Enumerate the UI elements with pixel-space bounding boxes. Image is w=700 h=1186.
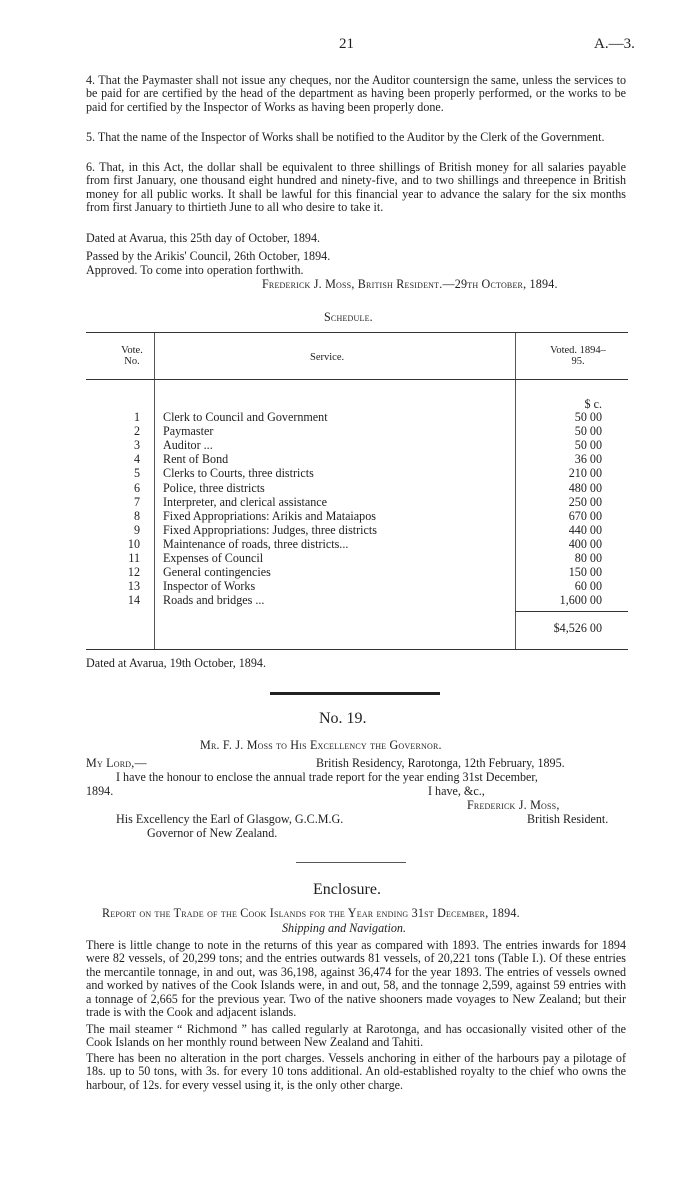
schedule-col-vote-header: Vote. No.	[121, 345, 143, 367]
schedule-header-rule	[86, 379, 628, 380]
report-paragraph-2: The mail steamer “ Richmond ” has called regularly at Rarotonga, and has occasionally visited other of the Cook Islands on her monthly round between New Zealand and Tahiti.	[86, 1022, 626, 1050]
schedule-divider-left	[154, 333, 155, 649]
schedule-total-rule	[515, 611, 628, 612]
schedule-amount: 440 00	[568, 523, 602, 537]
schedule-service: Interpreter, and clerical assistance	[163, 495, 328, 509]
schedule-amount: 150 00	[568, 565, 602, 579]
act-dated-line: Dated at Avarua, this 25th day of October, 1894.	[86, 231, 321, 245]
report-heading: Report on the Trade of the Cook Islands for the Year ending 31st December, 1894.	[102, 906, 520, 920]
letter-heading: Mr. F. J. Moss to His Excellency the Governor.	[200, 738, 442, 752]
schedule-service: Rent of Bond	[163, 452, 229, 466]
schedule-amount: 1,600 00	[559, 593, 602, 607]
letter-body-year: 1894.	[86, 784, 114, 798]
act-passed-line: Passed by the Arikis' Council, 26th October, 1894.	[86, 249, 331, 263]
schedule-amount: 50 00	[574, 438, 602, 452]
schedule-service: General contingencies	[163, 565, 271, 579]
schedule-vote-number: 8	[133, 509, 140, 523]
schedule-service: Roads and bridges ...	[163, 593, 265, 607]
letter-signature-name: Frederick J. Moss,	[467, 798, 560, 812]
letter-salutation: My Lord,—	[86, 756, 147, 770]
letter-signature-title: British Resident.	[527, 812, 609, 826]
clause-5: 5. That the name of the Inspector of Works shall be notified to the Auditor by the Clerk of the Government.	[86, 130, 605, 144]
schedule-amount: 400 00	[568, 537, 602, 551]
schedule-service: Expenses of Council	[163, 551, 264, 565]
section-separator	[270, 692, 440, 695]
enclosure-title: Enclosure.	[313, 881, 381, 898]
schedule-amount: 36 00	[574, 452, 602, 466]
clause-4: 4. That the Paymaster shall not issue any cheques, nor the Auditor countersign the same, unless the services to be paid for are certified by the head of the department as having been properly performed, or the works to be paid for certified by the Inspector of Works as having been properly done.	[86, 73, 626, 114]
act-approved-line: Approved. To come into operation forthwith.	[86, 263, 304, 277]
schedule-service: Auditor ...	[163, 438, 213, 452]
report-paragraph-1: There is little change to note in the returns of this year as compared with 1893. The entries inwards for 1894 were 82 vessels, of 20,299 tons; and the entries outwards 81 vessels, of 20,221 tons (Table I.). Of these entries the mercantile tonnage, in and out, was 36,198, against 36,474 for the year 1893. The entries of vessels owned and worked by natives of the Cook Islands were, in and out, 58, and the tonnage 2,599, against 59 entries with a tonnage of 2,665 for the previous year. Two of the native shooners made voyages to New Zealand; but their trade is with the Cook and adjacent islands.	[86, 938, 626, 1020]
report-subheading: Shipping and Navigation.	[282, 921, 406, 935]
schedule-service: Inspector of Works	[163, 579, 256, 593]
schedule-vote-number: 3	[133, 438, 140, 452]
schedule-vote-number: 2	[133, 424, 140, 438]
schedule-service: Fixed Appropriations: Arikis and Mataiapos	[163, 509, 376, 523]
schedule-vote-number: 13	[127, 579, 140, 593]
schedule-col-voted-header: Voted. 1894–95.	[550, 345, 606, 367]
schedule-amount: 210 00	[568, 466, 602, 480]
schedule-service: Fixed Appropriations: Judges, three districts	[163, 523, 377, 537]
schedule-service: Police, three districts	[163, 481, 265, 495]
schedule-dated-line: Dated at Avarua, 19th October, 1894.	[86, 656, 266, 670]
schedule-bottom-rule	[86, 649, 628, 650]
schedule-vote-number: 12	[127, 565, 140, 579]
letter-closing: I have, &c.,	[428, 784, 485, 798]
schedule-service: Clerk to Council and Government	[163, 410, 328, 424]
schedule-amount: 50 00	[574, 424, 602, 438]
schedule-amount: 670 00	[568, 509, 602, 523]
letter-addressee-line-2: Governor of New Zealand.	[147, 826, 278, 840]
schedule-amount: 80 00	[574, 551, 602, 565]
schedule-vote-number: 7	[133, 495, 140, 509]
schedule-vote-number: 9	[133, 523, 140, 537]
schedule-col-service-header: Service.	[310, 352, 345, 363]
page-number: 21	[339, 36, 354, 52]
letter-body: I have the honour to enclose the annual trade report for the year ending 31st December,	[116, 770, 538, 784]
schedule-vote-number: 11	[128, 551, 140, 565]
schedule-vote-number: 10	[127, 537, 140, 551]
document-reference: A.—3.	[594, 36, 635, 52]
schedule-service: Maintenance of roads, three districts...	[163, 537, 349, 551]
schedule-amount: 60 00	[574, 579, 602, 593]
schedule-total: $4,526 00	[553, 621, 602, 635]
clause-6: 6. That, in this Act, the dollar shall be equivalent to three shillings of British money for all salaries payable from first January, one thousand eight hundred and ninety-five, and to two shillings and threepence in British money for all public works. It shall be lawful for this financial year to advance the salary for the six months from first January to thirtieth June to all who desire to take it.	[86, 160, 626, 215]
schedule-vote-number: 4	[133, 452, 140, 466]
schedule-amount: 480 00	[568, 481, 602, 495]
schedule-top-rule	[86, 332, 628, 333]
schedule-amount: 50 00	[574, 410, 602, 424]
schedule-vote-number: 5	[133, 466, 140, 480]
schedule-title: Schedule.	[324, 310, 373, 324]
letter-number: No. 19.	[319, 710, 367, 727]
letter-place-date: British Residency, Rarotonga, 12th February, 1895.	[316, 756, 565, 770]
letter-addressee-line-1: His Excellency the Earl of Glasgow, G.C.M.G.	[116, 812, 344, 826]
report-paragraph-3: There has been no alteration in the port charges. Vessels anchoring in either of the harbours pay a pilotage of 18s. up to 50 tons, with 3s. for every 10 tons additional. An old-established royalty to the chief who owns the harbour, of 12s. for every vessel using it, is the only other charge.	[86, 1051, 626, 1092]
schedule-currency-label: $ c.	[584, 397, 602, 411]
schedule-service: Paymaster	[163, 424, 214, 438]
schedule-vote-number: 6	[133, 481, 140, 495]
schedule-service: Clerks to Courts, three districts	[163, 466, 314, 480]
letter-separator	[296, 862, 406, 863]
schedule-vote-number: 1	[133, 410, 140, 424]
schedule-vote-number: 14	[127, 593, 140, 607]
schedule-amount: 250 00	[568, 495, 602, 509]
act-signature: Frederick J. Moss, British Resident.—29th October, 1894.	[262, 277, 558, 291]
schedule-divider-right	[515, 333, 516, 649]
